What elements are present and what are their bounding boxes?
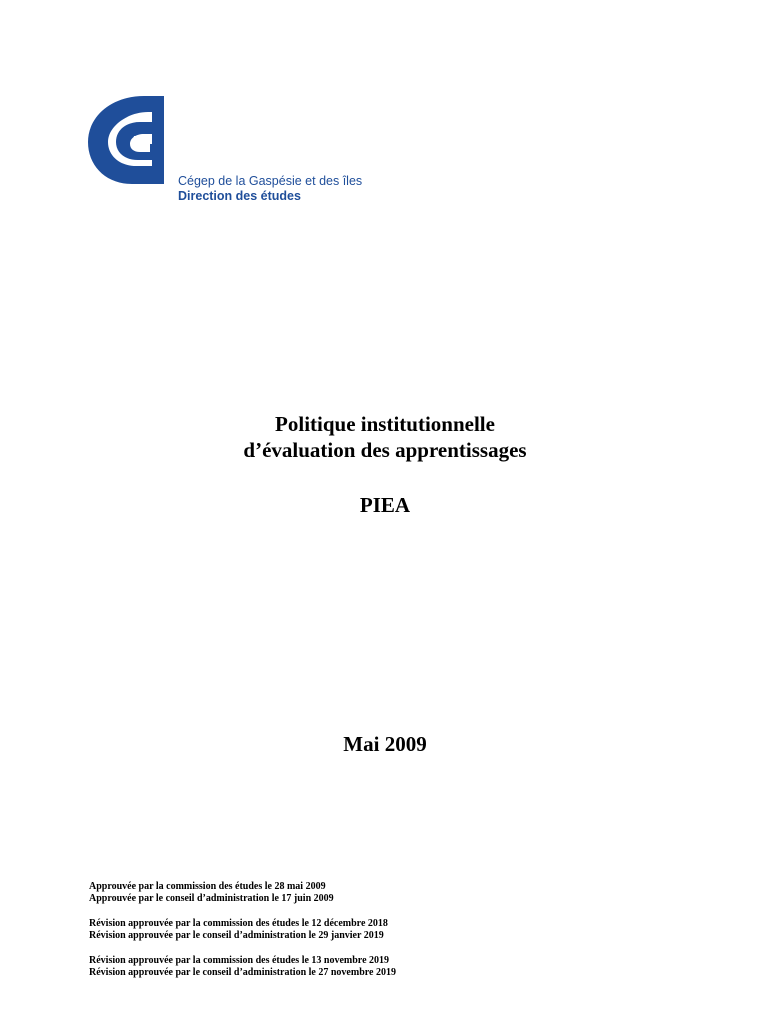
document-acronym: PIEA xyxy=(359,493,411,517)
approval-line: Révision approuvée par le conseil d’administration le 29 janvier 2019 xyxy=(89,930,384,941)
organization-name: Cégep de la Gaspésie et des îles xyxy=(178,174,363,188)
approval-history xyxy=(89,881,589,992)
approval-line: Approuvée par le conseil d’administration le 17 juin 2009 xyxy=(89,893,334,904)
document-date: Mai 2009 xyxy=(343,732,427,756)
title-line-1: Politique institutionnelle xyxy=(275,412,495,436)
approval-line: Révision approuvée par la commission des études le 12 décembre 2018 xyxy=(89,918,388,929)
approval-group xyxy=(89,918,589,942)
cegep-logo-icon xyxy=(86,94,166,186)
approval-line: Révision approuvée par le conseil d’administration le 27 novembre 2019 xyxy=(89,967,396,978)
approval-group xyxy=(89,881,589,905)
department-name: Direction des études xyxy=(178,189,301,203)
approval-line: Approuvée par la commission des études le 28 mai 2009 xyxy=(89,881,326,892)
title-line-2: d’évaluation des apprentissages xyxy=(243,438,527,462)
document-title xyxy=(0,411,770,463)
approval-line: Révision approuvée par la commission des études le 13 novembre 2019 xyxy=(89,955,390,966)
approval-group xyxy=(89,955,589,979)
